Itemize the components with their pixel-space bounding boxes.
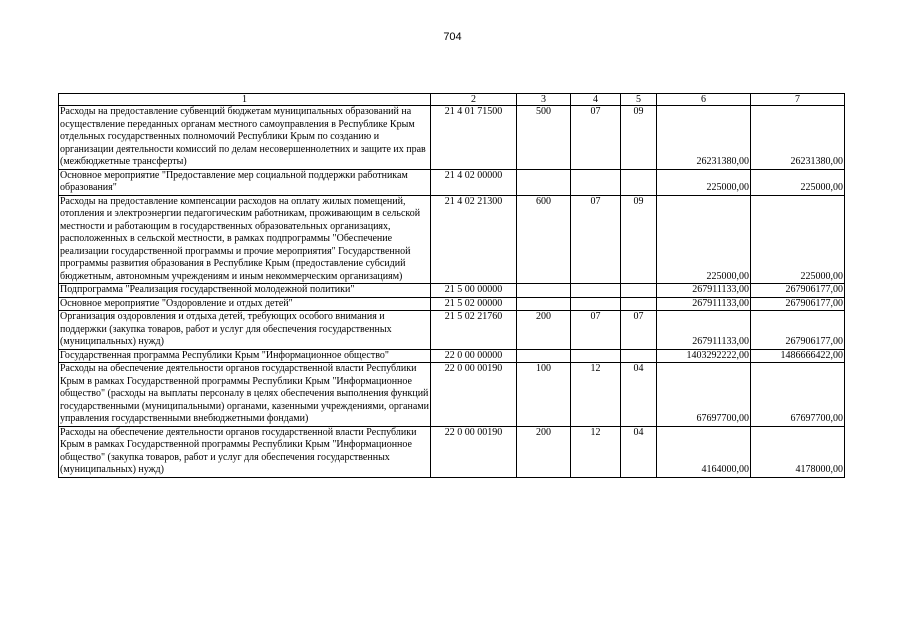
program-code: 21 4 02 21300 [431,195,517,284]
amount-col7: 267906177,00 [751,297,845,311]
amount-col6: 67697700,00 [657,363,751,427]
expense-type-code: 500 [517,106,571,170]
subsection-code: 07 [621,311,657,350]
expense-name: Основное мероприятие "Предоставление мер социальной поддержки работникам образования" [59,169,431,195]
amount-col6: 225000,00 [657,169,751,195]
amount-col6: 4164000,00 [657,426,751,477]
subsection-code: 04 [621,426,657,477]
column-header: 3 [517,94,571,106]
expense-type-code: 600 [517,195,571,284]
expense-type-code: 200 [517,426,571,477]
expense-type-code [517,169,571,195]
amount-col6: 267911133,00 [657,311,751,350]
amount-col6: 26231380,00 [657,106,751,170]
program-code: 21 5 02 00000 [431,297,517,311]
column-header: 6 [657,94,751,106]
expense-name: Расходы на предоставление компенсации расходов на оплату жилых помещений, отопления и электроэнергии педагогическим работникам, проживающим в сельской местности и работающим в государственных образовательных организациях, расположенных в сельской местности, в рамках подпрограммы "Обеспечение реализации государственной программы и прочие мероприятия" Государственной программы развития образования в Республике Крым (предоставление субсидий бюджетным, автономным учреждениям и иным некоммерческим организациям) [59,195,431,284]
table-row [59,311,845,350]
subsection-code: 09 [621,195,657,284]
subsection-code: 09 [621,106,657,170]
section-code: 12 [571,363,621,427]
amount-col7: 26231380,00 [751,106,845,170]
program-code: 21 4 02 00000 [431,169,517,195]
subsection-code [621,284,657,298]
amount-col6: 267911133,00 [657,297,751,311]
amount-col7: 67697700,00 [751,363,845,427]
subsection-code [621,349,657,363]
expense-type-code [517,284,571,298]
expense-name: Расходы на предоставление субвенций бюджетам муниципальных образований на осуществление переданных органам местного самоуправления в Республике Крым отдельных государственных полномочий Республики Крым по созданию и организации деятельности комиссий по делам несовершеннолетних и защите их прав (межбюджетные трансферты) [59,106,431,170]
section-code [571,284,621,298]
column-header: 7 [751,94,845,106]
budget-table [58,93,845,478]
expense-type-code [517,297,571,311]
header-row [59,94,845,106]
expense-name: Расходы на обеспечение деятельности органов государственной власти Республики Крым в рамках Государственной программы Республики Крым "Информационное общество" (расходы на выплаты персоналу в целях обеспечения выполнения функций государственными (муниципальными) органами, казенными учреждениями, органами управления государственными внебюджетными фондами) [60,363,429,424]
expense-name: Основное мероприятие "Оздоровление и отдых детей" [59,297,431,311]
table-row [59,106,845,170]
table-row [59,169,845,195]
table-row [59,284,845,298]
expense-name: Подпрограмма "Реализация государственной молодежной политики" [59,284,431,298]
expense-name: Организация оздоровления и отдыха детей, требующих особого внимания и поддержки (закупка товаров, работ и услуг для обеспечения государственных (муниципальных) нужд) [59,311,431,350]
section-code [571,297,621,311]
program-code: 22 0 00 00000 [431,349,517,363]
amount-col6: 225000,00 [657,195,751,284]
amount-col7: 1486666422,00 [751,349,845,363]
amount-col7: 225000,00 [751,169,845,195]
column-header: 4 [571,94,621,106]
section-code [571,349,621,363]
amount-col7: 225000,00 [751,195,845,284]
table-row [59,426,845,477]
subsection-code: 04 [621,363,657,427]
subsection-code [621,169,657,195]
column-header: 2 [431,94,517,106]
section-code: 12 [571,426,621,477]
program-code: 22 0 00 00190 [431,363,517,427]
column-header: 1 [59,94,431,106]
amount-col7: 4178000,00 [751,426,845,477]
amount-col6: 267911133,00 [657,284,751,298]
program-code: 21 4 01 71500 [431,106,517,170]
program-code: 21 5 02 21760 [431,311,517,350]
program-code: 21 5 00 00000 [431,284,517,298]
table-row [59,349,845,363]
page-number: 704 [443,31,462,43]
expense-name: Расходы на обеспечение деятельности органов государственной власти Республики Крым в рамках Государственной программы Республики Крым "Информационное общество" (закупка товаров, работ и услуг для обеспечения государственных (муниципальных) нужд) [59,426,431,477]
amount-col7: 267906177,00 [751,284,845,298]
section-code: 07 [571,195,621,284]
column-header: 5 [621,94,657,106]
expense-type-code: 100 [517,363,571,427]
amount-col7: 267906177,00 [751,311,845,350]
section-code: 07 [571,311,621,350]
table-row [59,297,845,311]
section-code [571,169,621,195]
expense-type-code: 200 [517,311,571,350]
section-code: 07 [571,106,621,170]
table-row [59,195,845,284]
expense-name: Государственная программа Республики Крым "Информационное общество" [59,349,431,363]
program-code: 22 0 00 00190 [431,426,517,477]
table-row [59,363,845,427]
amount-col6: 1403292222,00 [657,349,751,363]
subsection-code [621,297,657,311]
expense-type-code [517,349,571,363]
